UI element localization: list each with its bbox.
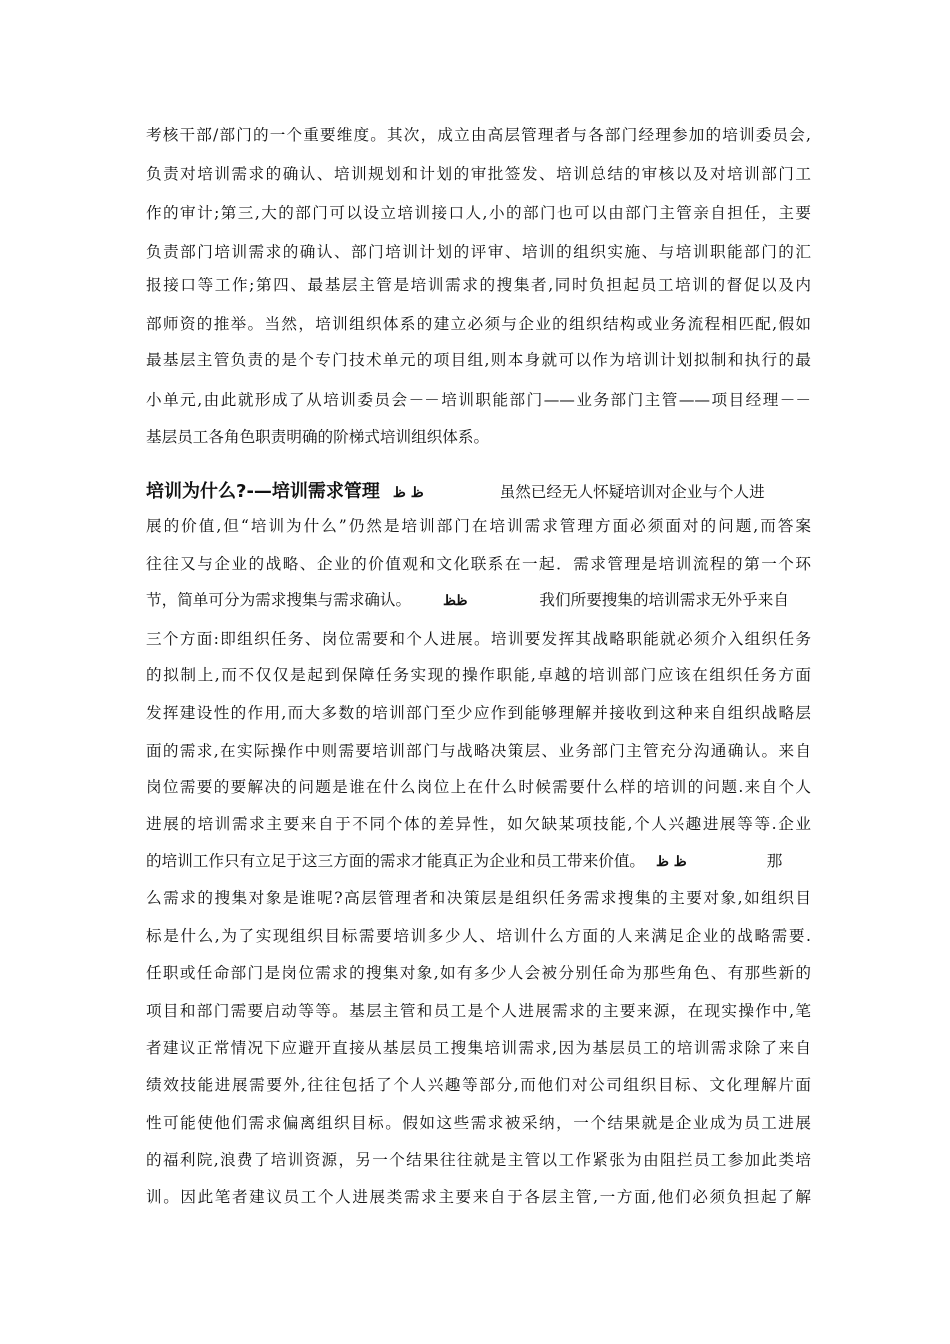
heading-line: [146, 477, 811, 507]
text-line: 的福利院,浪费了培训资源，另一个结果往往就是主管以工作紧张为由阻拦员工参加此类培: [146, 1151, 811, 1169]
text-line: 部师资的推举。当然，培训组织体系的建立必须与企业的组织结构或业务流程相匹配,假如: [146, 315, 811, 333]
text-line: 岗位需要的要解决的问题是谁在什么岗位上在什么时候需要什么样的培训的问题.来自个人: [146, 778, 811, 796]
text-line: 面的需求,在实际操作中则需要培训部门与战略决策层、业务部门主管充分沟通确认。来自: [146, 742, 811, 760]
heading-marks: ظ ظ: [392, 485, 424, 501]
text-segment: 那: [766, 852, 783, 870]
text-line: [146, 848, 811, 874]
text-line: 进展的培训需求主要来自于不同个体的差异性，如欠缺某项技能,个人兴趣进展等等.企业: [146, 815, 811, 833]
text-line: 性可能使他们需求偏离组织目标。假如这些需求被采纳，一个结果就是企业成为员工进展: [146, 1114, 811, 1132]
text-line: 作的审计;第三,大的部门可以设立培训接口人,小的部门也可以由部门主管亲自担任，主要: [146, 204, 811, 222]
text-line: 训。因此笔者建议员工个人进展类需求主要来自于各层主管,一方面,他们必须负担起了解: [146, 1188, 811, 1206]
text-segment: 节，简单可分为需求搜集与需求确认。: [146, 591, 412, 609]
text-line: 负责部门培训需求的确认、部门培训计划的评审、培训的组织实施、与培训职能部门的汇: [146, 243, 811, 261]
text-line: 绩效技能进展需要外,往往包括了个人兴趣等部分,而他们对公司组织目标、文化理解片面: [146, 1076, 811, 1094]
text-line: 任职或任命部门是岗位需求的搜集对象,如有多少人会被分别任命为那些角色、有那些新的: [146, 964, 811, 982]
inline-marks: ظ ظ: [655, 854, 687, 870]
text-line: 小单元,由此就形成了从培训委员会－－培训职能部门——业务部门主管——项目经理－－: [146, 391, 811, 409]
text-line: 者建议正常情况下应避开直接从基层员工搜集培训需求,因为基层员工的培训需求除了来自: [146, 1039, 811, 1057]
text-line: 往往又与企业的战略、企业的价值观和文化联系在一起．需求管理是培训流程的第一个环: [146, 555, 811, 573]
text-line: 标是什么,为了实现组织目标需要培训多少人、培训什么方面的人来满足企业的战略需要.: [146, 927, 811, 945]
text-line: 发挥建设性的作用,而大多数的培训部门至少应作到能够理解并接收到这种来自组织战略层: [146, 704, 811, 722]
inline-marks: ظظ: [443, 593, 468, 609]
text-segment: 我们所要搜集的培训需求无外乎来自: [539, 591, 789, 609]
text-line: 考核干部/部门的一个重要维度。其次，成立由高层管理者与各部门经理参加的培训委员会,: [146, 126, 811, 144]
text-line: 报接口等工作;第四、最基层主管是培训需求的搜集者,同时负担起员工培训的督促以及内: [146, 276, 811, 294]
text-line: 展的价值,但“培训为什么”仍然是培训部门在培训需求管理方面必须面对的问题,而答案: [146, 517, 811, 535]
text-line: 基层员工各角色职责明确的阶梯式培训组织体系。: [146, 428, 490, 446]
text-line: 项目和部门需要启动等等。基层主管和员工是个人进展需求的主要来源，在现实操作中,笔: [146, 1002, 811, 1020]
text-segment: 的培训工作只有立足于这三方面的需求才能真正为企业和员工带来价值。: [146, 852, 646, 870]
section-heading: 培训为什么?-—培训需求管理: [146, 481, 380, 502]
text-line: [146, 587, 811, 613]
heading-tail-text: 虽然已经无人怀疑培训对企业与个人进: [499, 483, 765, 501]
text-line: 三个方面:即组织任务、岗位需要和个人进展。培训要发挥其战略职能就必须介入组织任务: [146, 630, 811, 648]
text-line: 负责对培训需求的确认、培训规划和计划的审批签发、培训总结的审核以及对培训部门工: [146, 165, 811, 183]
text-line: 的拟制上,而不仅仅是起到保障任务实现的操作职能,卓越的培训部门应该在组织任务方面: [146, 666, 811, 684]
text-line: 最基层主管负责的是个专门技术单元的项目组,则本身就可以作为培训计划拟制和执行的最: [146, 351, 811, 369]
text-line: 么需求的搜集对象是谁呢?高层管理者和决策层是组织任务需求搜集的主要对象,如组织目: [146, 889, 811, 907]
